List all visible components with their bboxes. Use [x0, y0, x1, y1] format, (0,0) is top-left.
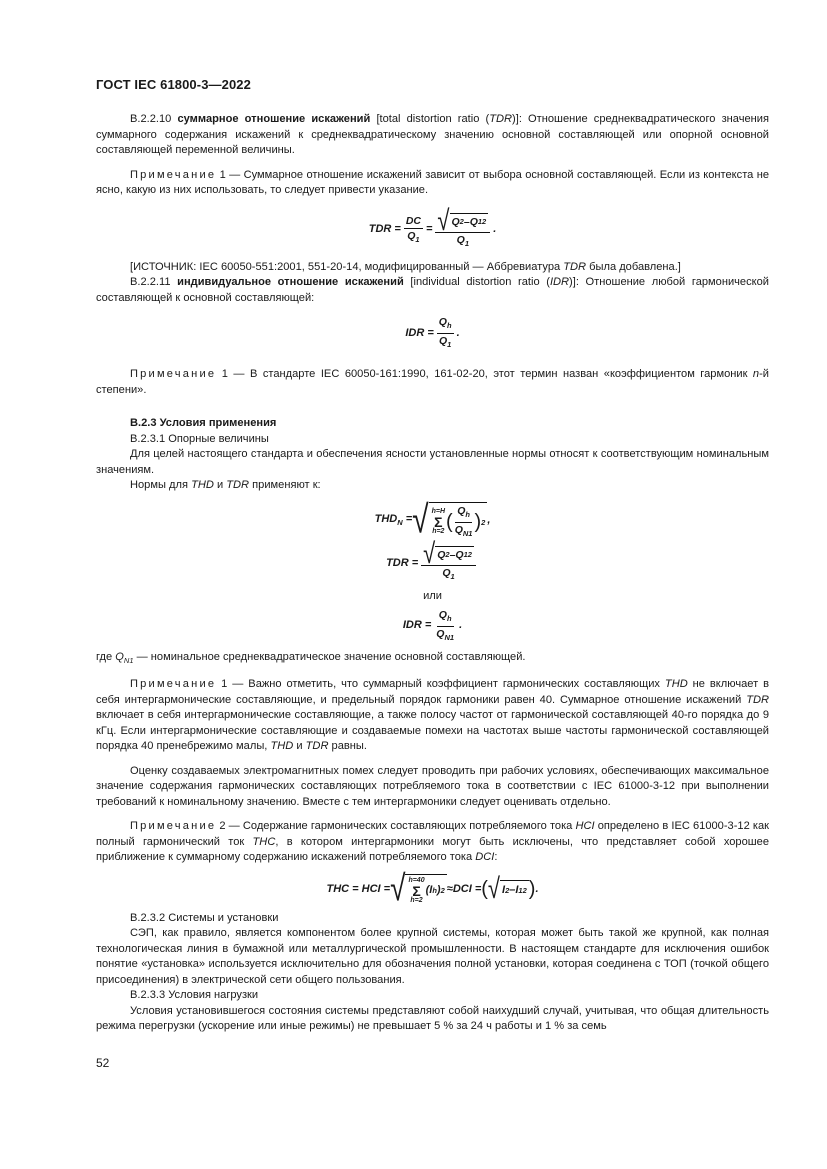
italic-n: n	[752, 368, 760, 381]
denominator: $Q_1$	[456, 233, 469, 248]
numerator: $Q_h$	[437, 316, 454, 334]
fraction	[437, 316, 454, 351]
paragraph-b233: Условия установившегося состояния системы представляют собой наихудший случай, учитывая, что общая длительность режима перегрузки (ускорение или иные режимы) не превышает 5 % за 24 ч работы и 1 % за семь	[96, 1004, 769, 1033]
clause-number: B.2.2.11	[130, 276, 178, 289]
paragraph-b2210	[96, 112, 769, 159]
formula-idr-2	[96, 609, 769, 644]
section-b232-title: B.2.3.2 Системы и установки	[130, 911, 279, 924]
formula-lhs: THC = HCI =	[326, 882, 391, 895]
sqrt: √ h=H Σ h=2 ( $\frac{Q_h}{Q_{N1}}$ ) 2	[412, 498, 486, 542]
section-title: B.2.3 Условия применения	[130, 417, 277, 430]
paragraph-b232: СЭП, как правило, является компонентом более крупной системы, которая может быть такой же крупной, как полная технологическая линия в бумажной или металлургической промышленности. В настоящем стандарте для исключения ошибок понятие «установка» используется исключительно для обозначения полной установки, которая соединена с ТОП (точкой общего присоединения) в электрической сети общего пользования.	[96, 927, 769, 986]
text: [individual distortion ratio (	[403, 276, 550, 289]
formula-idr	[96, 316, 769, 351]
note-label: Примечание	[130, 820, 217, 833]
sqrt: √ h=40 Σ h=2 (I h ) 2	[390, 868, 445, 909]
formula-lhs: IDR =	[402, 619, 432, 632]
text: была добавлена.]	[586, 260, 681, 273]
where-line: где $Q_{N1}$ — номинальное среднеквадратическое значение основной составляющей.	[96, 650, 526, 665]
formula-thc: THC = HCI = √ h=40 Σ h=2 (I h ) 2 ≈ DCI = ( √ I 2 – I 1 2 ) .	[326, 868, 539, 909]
denominator: $Q_1$	[442, 566, 455, 582]
sqrt: √ Q 2 – Q 1 2	[437, 203, 487, 237]
fraction	[421, 537, 476, 583]
text: [ИСТОЧНИК: IEC 60050-551:2001, 551-20-14, модифицированный — Аббревиатура	[130, 260, 564, 273]
abbr: IDR	[549, 276, 570, 289]
formula-thd	[96, 498, 769, 542]
document-body	[96, 112, 769, 1035]
sum: h=H Σ h=2	[431, 508, 446, 536]
source-note	[96, 260, 769, 276]
period: .	[493, 223, 497, 236]
note-label: Примечание	[130, 168, 217, 181]
clause-number: B.2.2.10	[130, 113, 178, 125]
term: индивидуальное отношение искажений	[177, 276, 404, 289]
note-text: -й степени».	[96, 368, 769, 396]
formula-lhs: TDR =	[386, 556, 419, 569]
page-number: 52	[96, 1056, 110, 1070]
numerator: DC	[405, 214, 421, 227]
fraction: $\frac{Q_h}{Q_{N1}}$	[436, 608, 455, 642]
paragraph-b231-1: Для целей настоящего стандарта и обеспечения ясности установленные нормы относят к соответствующим номинальным значениям.	[96, 448, 769, 476]
dci: DCI =	[452, 882, 482, 895]
formula-lhs: IDR =	[405, 326, 434, 339]
note-hci: Примечание 2 — Содержание гармонических составляющих потребляемого тока HCI определено в IEC 61000-3-12 как полный гармонический ток THC, в котором интергармоники могут быть исключены, что представляет собой хорошее приближение к суммарному содержанию искажений потребляемого тока DCI:	[96, 820, 769, 864]
numerator	[435, 203, 490, 237]
fraction	[404, 215, 423, 246]
paragraph-emc: Оценку создаваемых электромагнитных помех следует проводить при рабочих условиях, обеспечивающих максимальное значение содержания гармонических составляющих потребляемого тока в соответствии с IEC 61000-3-12 при выполнении требований к номинальному значению. Вместе с тем интергармоники следует оценивать отдельно.	[96, 764, 769, 808]
equals: =	[425, 223, 433, 236]
note-thd-tdr: Примечание 1 — Важно отметить, что суммарный коэффициент гармонических составляющих THD не включает в себя интергармонические составляющие, и предельный порядок гармоники равен 40. Суммарное отношение искажений TDR включает в себя интергармонические составляющие, а также полосу частот от гармонической составляющей 40-го порядка до 9 кГц. Если интергармонические составляющие и создаваемые помехи на частотах выше частоты гармонической составляющей порядка 40 пренебрежимо малы, THD и TDR равны.	[96, 678, 769, 753]
abbr: TDR	[563, 260, 587, 273]
term: суммарное отношение искажений	[177, 113, 371, 125]
text: )]: Отношение любой гармонической составляющей к основной составляющей:	[96, 276, 769, 304]
formula-tdr-2	[96, 537, 769, 583]
text: [total distortion ratio (	[370, 113, 490, 125]
period: .	[456, 326, 460, 339]
period: .	[459, 619, 463, 632]
section-b233-title: B.2.3.3 Условия нагрузки	[130, 989, 259, 1002]
numerator: √ Q 2 – Q 1 2	[421, 544, 476, 566]
fraction	[435, 203, 490, 250]
text: )]: Отношение среднеквадратического значения суммарного содержания искажений к среднеквадратическому значению основной составляющей или опорной основной составляющей переменной величины.	[96, 113, 770, 156]
formula-lhs: TDR =	[368, 223, 401, 236]
approx: ≈	[446, 882, 453, 895]
or-word: или	[423, 590, 442, 603]
note-tdr	[96, 168, 769, 199]
denominator: $Q_1$	[407, 229, 420, 244]
section-b231-title: B.2.3.1 Опорные величины	[130, 432, 269, 445]
note-label: Примечание	[130, 678, 217, 691]
abbr: TDR	[489, 113, 513, 125]
period: .	[535, 882, 539, 895]
note-label: Примечание	[130, 368, 217, 381]
formula-tdr	[96, 203, 769, 250]
comma: ,	[487, 514, 491, 527]
paragraph-b231-2: Нормы для THD и TDR применяют к:	[130, 479, 321, 492]
note-text: 1 — В стандарте IEC 60050-161:1990, 161-02-20, этот термин назван «коэффициентом гармоник	[216, 368, 753, 381]
note-text: 1 — Суммарное отношение искажений зависит от выбора основной составляющей. Если из контекста не ясно, какую из них использовать, то следует привести указание.	[96, 168, 769, 196]
paragraph-b2211	[96, 275, 769, 306]
denominator: $Q_1$	[439, 335, 452, 350]
document-header: ГОСТ IEC 61800-3—2022	[96, 77, 251, 92]
formula-lhs: $THD_N$ =	[374, 512, 413, 527]
note-idr	[96, 367, 769, 398]
section-b23-title	[96, 416, 769, 432]
